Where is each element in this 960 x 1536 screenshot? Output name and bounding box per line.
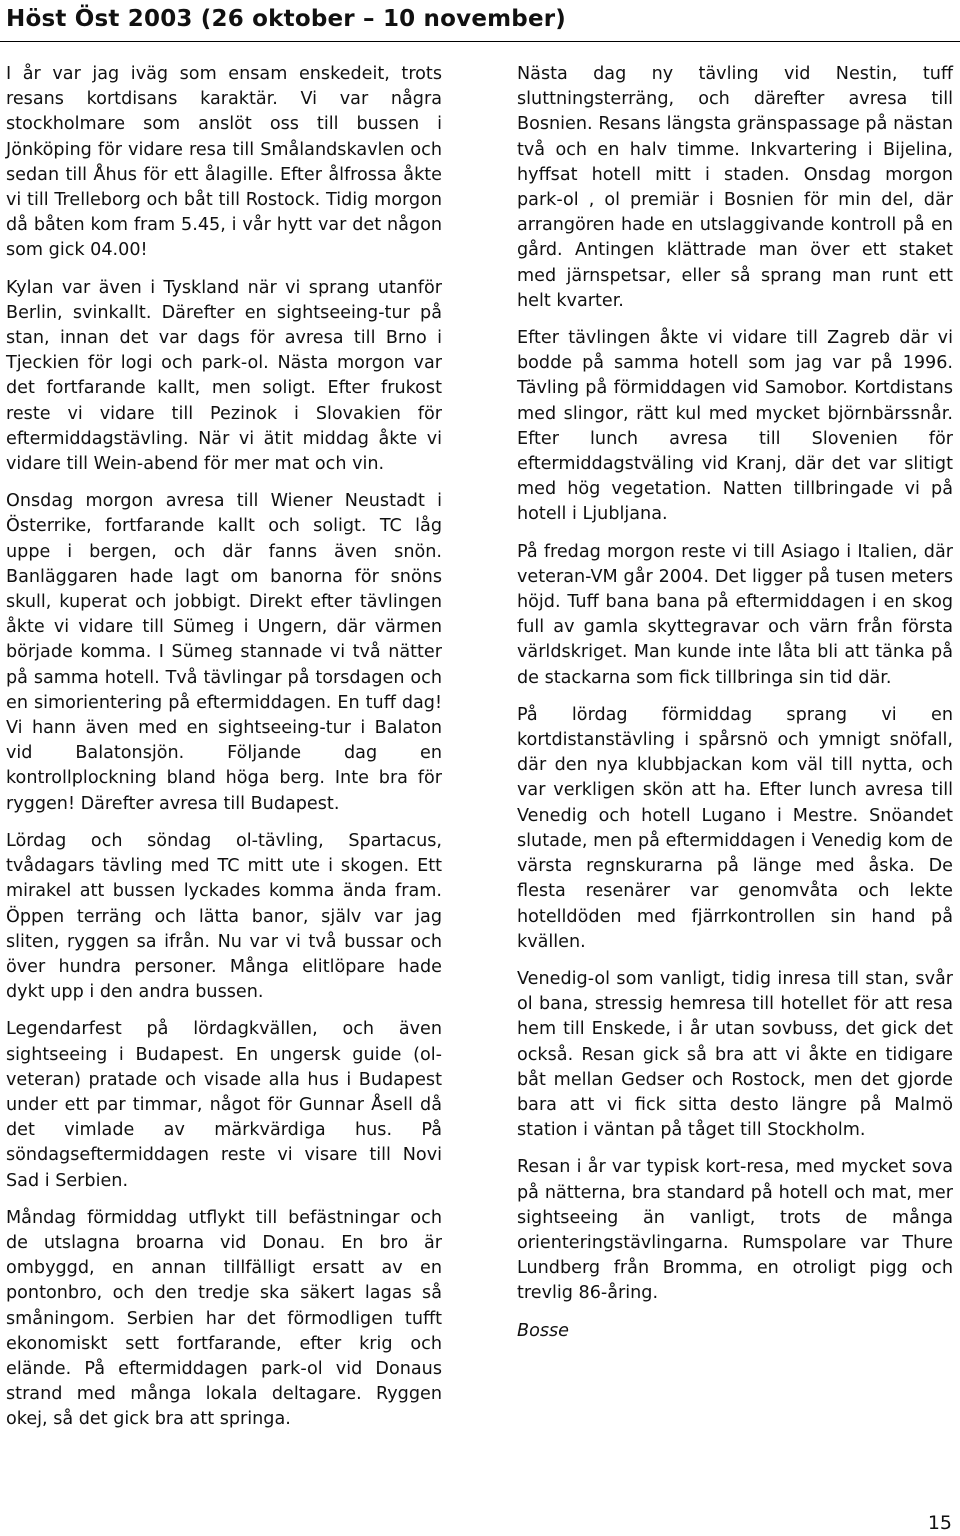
paragraph: Onsdag morgon avresa till Wiener Neustadt i Österrike, fortfarande kallt och soligt. TC låg uppe i bergen, och där fanns även snön. Banläggaren hade lagt om banorna för snöns skull, kuperat och jobbigt. Direkt efter tävlingen åkte vi vidare till Sümeg i Ungern, där värmen började komma. I Sümeg stannade vi två nätter på samma hotell. Två tävlingar på torsdagen och en simorientering på eftermiddagen. En tuff dag! Vi hann även med en sightseeing-tur i Balaton vid Balatonsjön. Följande dag en kontrollplockning bland höga berg. Inte bra för ryggen! Därefter avresa till Budapest. xyxy=(6,491,442,814)
paragraph: Efter tävlingen åkte vi vidare till Zagreb där vi bodde på samma hotell som jag var på 1996. Tävling på förmiddagen vid Samobor. Kortdistans med slingor, rätt kul med mycket björnbärssnår. Efter lunch avresa till Slovenien för eftermiddagstväling vid Kranj, där det var slitigt med hög vegetation. Natten tillbringade vi på hotell i Ljubljana. xyxy=(517,328,953,525)
paragraph: Kylan var även i Tyskland när vi sprang utanför Berlin, svinkallt. Därefter en sightseeing-tur på stan, innan det var dags för avresa till Brno i Tjeckien för logi och park-ol. Nästa morgon var det fortfarande kallt, men soligt. Efter frukost reste vi vidare till Pezinok i Slovakien för eftermiddagstävling. När vi ätit middag åkte vi vidare till Wein-abend för mer mat och vin. xyxy=(6,277,442,475)
page-number: 15 xyxy=(927,1512,952,1534)
author-signature: Bosse xyxy=(517,1320,569,1341)
page-title: Höst Öst 2003 (26 oktober – 10 november) xyxy=(6,6,567,32)
title-divider xyxy=(0,41,960,42)
paragraph: Lördag och söndag ol-tävling, Spartacus, tvådagars tävling med TC mitt ute i skogen. Ett mirakel att bussen lyckades komma ända fram. Öppen terräng och lätta banor, själv var jag sliten, ryggen sa ifrån. Nu var vi två bussar och över hundra personer. Många elitlöpare hade dykt upp i den andra bussen. xyxy=(6,830,442,1003)
paragraph: Resan i år var typisk kort-resa, med mycket sova på nätterna, bra standard på hotell och mat, mer sightseeing än vanligt, trots de många orienteringstävlingarna. Rumspolare var Thure Lundberg från Bromma, en otroligt pigg och trevlig 86-åring. xyxy=(517,1157,953,1304)
paragraph: Måndag förmiddag utflykt till befästningar och de utslagna broarna vid Donau. En bro är ombyggd, en annan tillfälligt ersatt av en pontonbro, och den tredje ska säkert lagas så småningom. Serbien har det förmodligen tufft ekonomiskt sett fortfarande, efter krig och elände. På eftermiddagen park-ol vid Donaus strand med många lokala deltagare. Ryggen okej, så det gick bra att springa. xyxy=(6,1207,442,1430)
paragraph: Venedig-ol som vanligt, tidig inresa till stan, svår ol bana, stressig hemresa till hotellet för att resa hem till Enskede, i år utan sovbuss, det gick det också. Resan gick så bra att vi åkte en tidigare båt mellan Gedser och Rostock, men det gjorde bara att vi fick sitta desto längre på Malmö station i väntan på tåget till Stockholm. xyxy=(517,968,953,1141)
paragraph: På fredag morgon reste vi till Asiago i Italien, där veteran-VM går 2004. Det ligger på tusen meters höjd. Tuff bana bana på eftermiddagen i en skog full av gamla skyttegravar och värn från första världskriget. Man kunde inte låta bli att tänka på de stackarna som fick tillbringa sin tid där. xyxy=(517,541,953,688)
paragraph: Legendarfest på lördagkvällen, och även sightseeing i Budapest. En ungersk guide (ol-veteran) pratade och visade alla hus i Budapest under ett par timmar, något för Gunnar Åsell då det vimlade av märkvärdiga hus. På söndagseftermiddagen reste vi visare till Novi Sad i Serbien. xyxy=(6,1019,442,1191)
paragraph: På lördag förmiddag sprang vi en kortdistanstävling i spårsnö och ymnigt snöfall, där den nya klubbjackan kom väl till nytta, och var verkligen skön att ha. Efter lunch avresa till Venedig och hotell Lugano i Mestre. Snöandet slutade, men på eftermiddagen i Venedig kom de värsta regnskurarna på länge med åska. De flesta resenärer var genomvåta och lekte hotelldöden med fjärrkontrollen sin hand på kvällen. xyxy=(517,704,953,952)
paragraph: Nästa dag ny tävling vid Nestin, tuff sluttningsterräng, och därefter avresa till Bosnien. Resans längsta gränspassage på nästan två och en halv timme. Inkvartering i Bijelina, hyffsat hotell mitt i staden. Onsdag morgon park-ol , ol premiär i Bosnien för min del, där arrangören hade en utslaggivande kontroll på en gård. Antingen klättrade man över ett staket med järnspetsar, eller så sprang man runt ett helt kvarter. xyxy=(517,64,953,311)
right-column xyxy=(517,62,953,1356)
paragraph: I år var jag iväg som ensam enskedeit, trots resans kortdisans karaktär. Vi var några stockholmare som anslöt oss till bussen i Jönköping för vidare resa till Smålandskavlen och sedan till Åhus för ett ålagille. Efter ålfrossa åkte vi till Trelleborg och båt till Rostock. Tidig morgon då båten kom fram 5.45, i vår hytt var det någon som gick 04.00! xyxy=(6,64,442,261)
left-column xyxy=(6,62,442,1445)
